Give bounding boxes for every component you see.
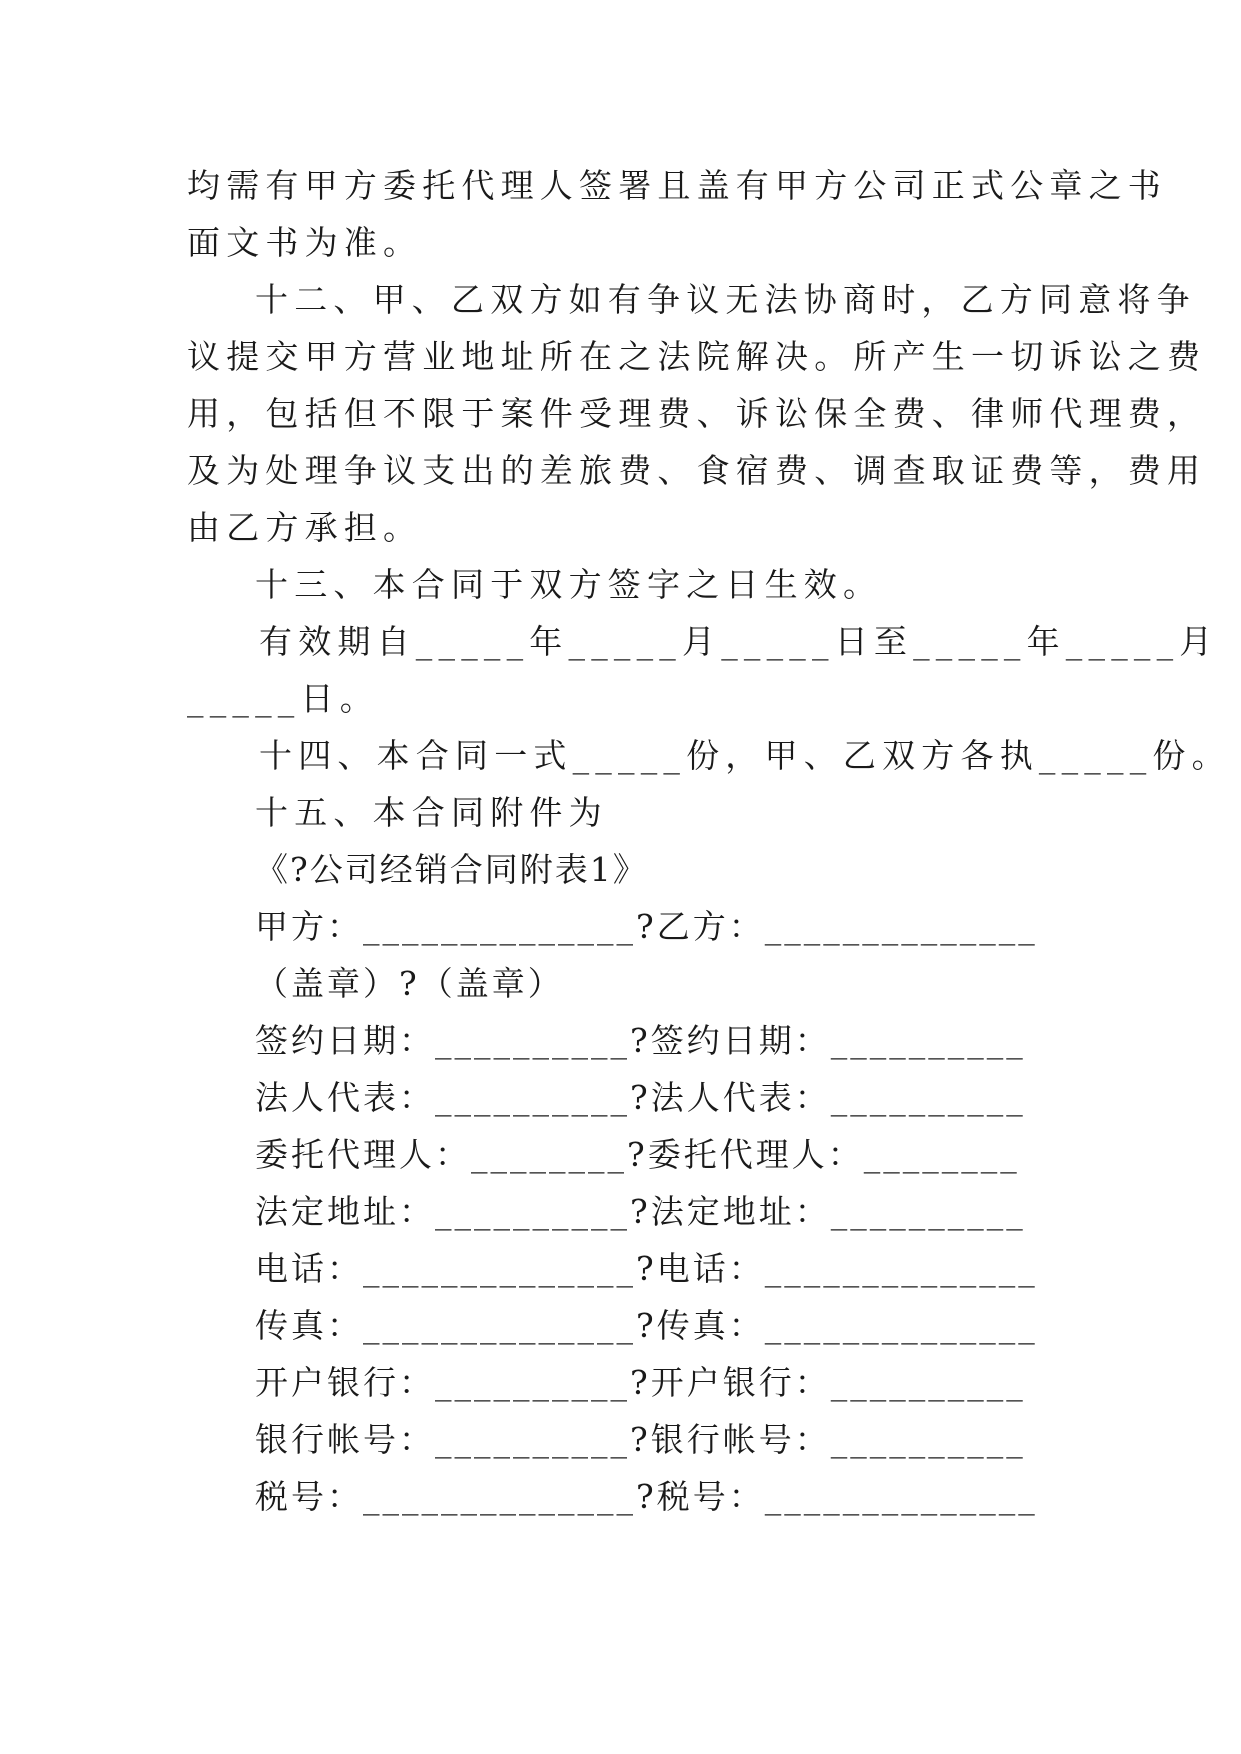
signature-line-date: 签约日期：__________?签约日期：__________ (255, 1021, 1026, 1060)
signature-line-phone: 电话：______________?电话：______________ (255, 1249, 1038, 1288)
signature-line-legal-rep: 法人代表：__________?法人代表：__________ (255, 1078, 1026, 1117)
clause-twelve-line: 十二、甲、乙双方如有争议无法协商时，乙方同意将争 (255, 280, 1196, 319)
signature-line-party: 甲方：______________?乙方：______________ (255, 907, 1038, 946)
signature-line-bank: 开户银行：__________?开户银行：__________ (255, 1363, 1026, 1402)
clause-fourteen-line: 十四、本合同一式_____份，甲、乙双方各执_____份。 (259, 736, 1231, 775)
signature-line-tax: 税号：______________?税号：______________ (255, 1477, 1038, 1516)
validity-period-line: 有效期自_____年_____月_____日至_____年_____月 (259, 622, 1219, 661)
clause-twelve-line: 用，包括但不限于案件受理费、诉讼保全费、律师代理费， (187, 394, 1207, 433)
signature-line-fax: 传真：______________?传真：______________ (255, 1306, 1038, 1345)
clause-thirteen-line: 十三、本合同于双方签字之日生效。 (255, 565, 883, 604)
clause-twelve-line: 及为处理争议支出的差旅费、食宿费、调查取证费等，费用 (187, 451, 1207, 490)
clause-fifteen-line: 十五、本合同附件为 (255, 793, 608, 832)
signature-line-account: 银行帐号：__________?银行帐号：__________ (255, 1420, 1026, 1459)
signature-line-address: 法定地址：__________?法定地址：__________ (255, 1192, 1026, 1231)
attachment-title: 《?公司经销合同附表1》 (255, 850, 648, 889)
clause-twelve-line: 由乙方承担。 (187, 508, 423, 547)
signature-line-agent: 委托代理人：________?委托代理人：________ (255, 1135, 1020, 1174)
clause-twelve-line: 议提交甲方营业地址所在之法院解决。所产生一切诉讼之费 (187, 337, 1207, 376)
validity-period-line: _____日。 (187, 679, 379, 718)
signature-line-seal: （盖章）?（盖章） (255, 964, 564, 1003)
paragraph-line: 面文书为准。 (187, 223, 423, 262)
paragraph-line: 均需有甲方委托代理人签署且盖有甲方公司正式公章之书 (187, 166, 1167, 205)
